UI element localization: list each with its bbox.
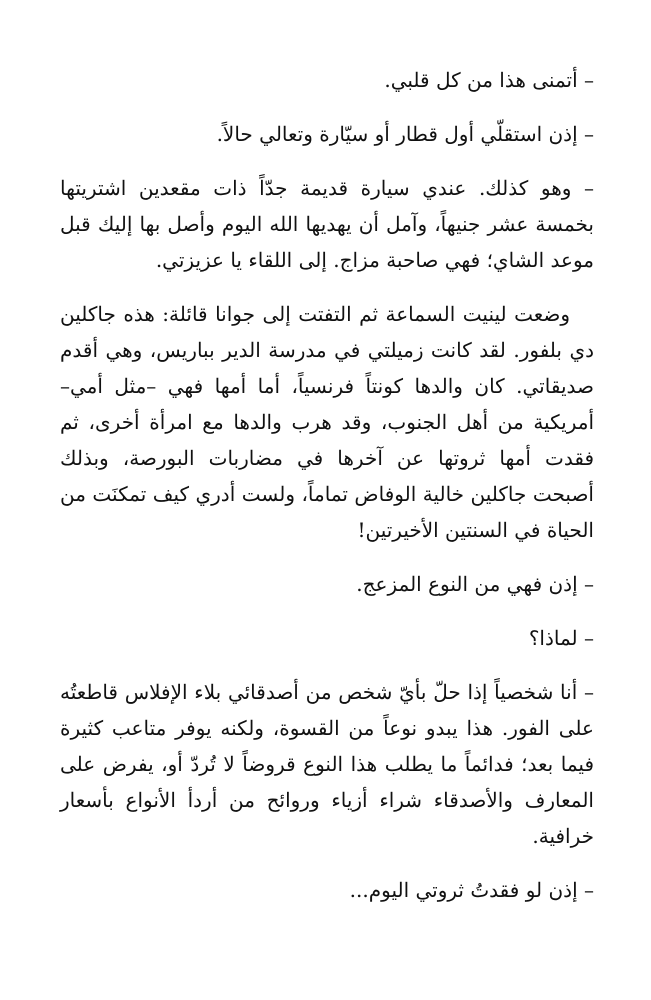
dialogue-paragraph-3: – وهو كذلك. عندي سيارة قديمة جدّاً ذات مقعدين اشتريتها بخمسة عشر جنيهاً، وآمل أن يهديها الله اليوم وأصل بها إليك قبل موعد الشاي؛ فهي صاحبة مزاج. إلى اللقاء يا عزيزتي. (60, 176, 594, 272)
dialogue-line-1: – أتمنى هذا من كل قلبي. (384, 68, 594, 92)
dialogue-line-6: – لماذا؟ (528, 626, 594, 650)
dialogue-line-8: – إذن لو فقدتُ ثروتي اليوم... (349, 878, 594, 902)
dialogue-line-5: – إذن فهي من النوع المزعج. (356, 572, 594, 596)
dialogue-line-2: – إذن استقلّي أول قطار أو سيّارة وتعالي حالاً. (216, 122, 594, 146)
narration-paragraph: وضعت لينيت السماعة ثم التفتت إلى جوانا قائلة: هذه جاكلين دي بلفور. لقد كانت زميلتي في مدرسة الدير بباريس، وهي أقدم صديقاتي. كان والدها كونتاً فرنسياً، أما أمها فهي –مثل أمي– أمريكية من أهل الجنوب، وقد هرب والدها مع امرأة أخرى، ثم فقدت أمها ثروتها عن آخرها في مضاربات البورصة، وبذلك أصبحت جاكلين خالية الوفاض تماماً، ولست أدري كيف تمكنَت من الحياة في السنتين الأخيرتين! (60, 302, 594, 542)
dialogue-paragraph-7: – أنا شخصياً إذا حلّ بأيّ شخص من أصدقائي بلاء الإفلاس قاطعتُه على الفور. هذا يبدو نوعاً من القسوة، ولكنه يوفر متاعب كثيرة فيما بعد؛ فدائماً ما يطلب هذا النوع قروضاً لا تُردّ أو، يفرض على المعارف والأصدقاء شراء أزياء وروائح من أردأ الأنواع بأسعار خرافية. (60, 680, 594, 848)
